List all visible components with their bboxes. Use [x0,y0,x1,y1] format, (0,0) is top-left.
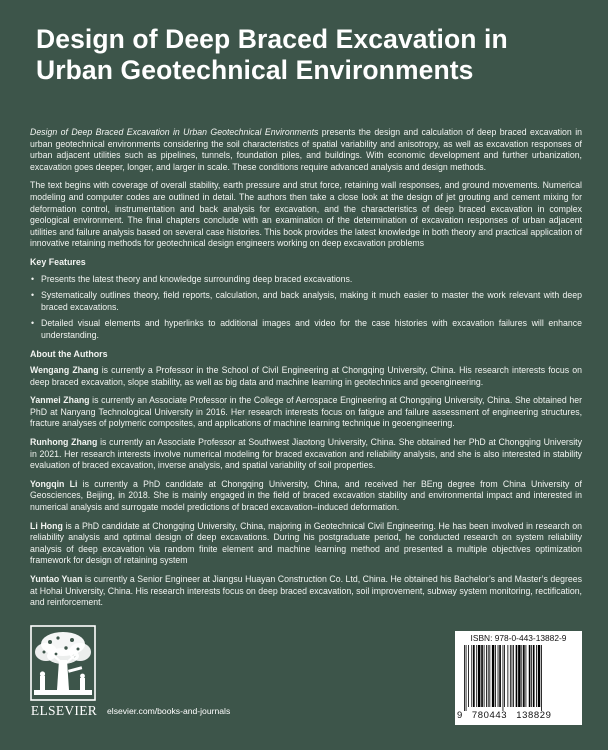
feature-item [30,290,582,313]
barcode-bar [489,645,490,707]
author-bio-text: is currently a PhD candidate at Chongqing University, China, and received her BEng degree from China University of Geosciences, Beijing, in 2018. She is mainly engaged in the field of braced excavation stability and environmental impact and interested in numerical analysis and surrogate model predictions of braced excavation–induced deformation. [30,478,582,513]
author-bio-text: is currently a Senior Engineer at Jiangsu Huayan Construction Co. Ltd, China. He obtained his Bachelor’s and Master’s degrees at Hohai University, China. His research interests focus on deep braced excavation, soil improvement, subway system monitoring, rectification, and reinforcement. [30,574,582,608]
barcode-bar [521,645,522,707]
barcode-bar [492,645,494,707]
barcode-bar [498,645,499,707]
barcode-bar [510,645,511,707]
author-name: Wengang Zhang [30,365,99,376]
barcode-bar [538,645,540,707]
bullet-icon: • [31,290,35,301]
barcode-bar [488,645,489,707]
barcode-bar [471,645,472,707]
feature-text: Presents the latest theory and knowledge surrounding deep braced excavations. [41,273,353,284]
description-italic-title: Design of Deep Braced Excavation in Urban Geotechnical Environments [30,127,319,137]
author-name: Yanmei Zhang [30,395,90,406]
barcode-bar [512,645,513,707]
publisher-name: ELSEVIER [30,703,98,718]
author-name: Yongqin Li [30,478,78,489]
barcode-bar [476,645,477,707]
back-cover-body [30,127,582,616]
feature-text: Detailed visual elements and hyperlinks to additional images and video for the case histories with excavation failures will enhance understanding. [41,318,582,340]
barcode-bar [484,645,485,707]
author-name: Runhong Zhang [30,437,98,448]
author-bio-text: is currently a Professor in the School of Civil Engineering at Chongqing University, China. His research interests focus on deep braced excavation, slope stability, as well as big data and machine learning in geotechnics and geoengineering. [30,365,582,387]
feature-item [30,318,582,341]
author-bio [30,395,582,430]
barcode-bar [531,645,532,707]
description-paragraph-2: The text begins with coverage of overall stability, earth pressure and strut force, retaining wall responses, and ground movements. Numerical modeling and computer codes are outlined in detail. The authors then take a close look at the design of jet grouting and cement mixing for deformation control, instrumentation and back analysis for excavation, and the characteristics of deep braced excavation in complex geological environment. The final chapters conclude with an examination of the determination of excavation responses of urban adjacent utilities and failure analysis based on several case histories. This book provides the latest knowledge in both theory and practical application of innovative retaining methods for geotechnical design engineers working on deep excavation problems [30,180,582,249]
ean-first-digit: 9 [457,710,463,721]
barcode-bar [468,645,469,707]
barcode-bar [536,645,537,707]
barcode-bar [529,645,531,707]
isbn-barcode [455,631,582,725]
barcode-bar [486,645,487,707]
author-name: Li Hong [30,520,63,531]
barcode-bar [507,645,508,707]
feature-text: Systematically outlines theory, field reports, calculation, and back analysis, making it much easier to master the work relevant with deep braced excavations. [41,290,582,312]
barcode-bar [513,645,514,707]
barcode-bar [495,645,496,707]
key-features-list [30,274,582,342]
description-paragraph-1 [30,127,582,173]
barcode-bar [533,645,535,707]
about-authors-heading: About the Authors [30,348,108,359]
author-bio [30,479,582,514]
author-bio [30,365,582,388]
feature-item [30,274,582,286]
barcode-bar [516,645,518,707]
author-bio-text: is currently an Associate Professor at Southwest Jiaotong University, China. She obtained her PhD at Chongqing University in 2021. Her research interests involve numerical modeling for braced excavation and reliability analysis, and she is also interested in stability evaluation of braced excavation, inverse analysis, and spatial variability of soil properties. [30,437,582,471]
key-features-heading: Key Features [30,256,86,267]
author-name: Yuntao Yuan [30,574,83,584]
barcode-bar [523,645,525,707]
author-bio-text: is currently an Associate Professor in the College of Aerospace Engineering at Chongqing University, China. She obtained her PhD at Nanyang Technological University in 2016. Her research interests focus on fatigue and failure assessment of engineering structures, fracture analyses of polymeric composites, and applications of machine learning technique in geoengineering. [30,395,582,429]
isbn-number: ISBN: 978-0-443-13882-9 [470,633,567,643]
barcode-bar [466,645,467,711]
ean-left-group: 780443 [471,710,508,721]
author-bio [30,574,582,609]
elsevier-logo [28,624,98,722]
bullet-icon: • [31,273,35,284]
barcode-bar [473,645,475,707]
description-text: presents the design and calculation of deep braced excavation in urban geotechnical environments considering the soil characteristics of spatial variability and anisotropy, as well as excavation responses of urban adjacent utilities such as pipelines, tunnels, foundation piles, and buildings. With economic development and further urbanization, excavation goes deeper, longer, and larger in scale. These conditions require advanced analysis and design methods. [30,127,582,172]
barcode-icon [464,645,573,711]
book-title: Design of Deep Braced Excavation in Urban Geotechnical Environments [36,24,508,85]
barcode-bar [478,645,480,707]
publisher-website-link[interactable]: elsevier.com/books-and-journals [107,706,231,716]
bullet-icon: • [31,318,35,329]
ean-right-group: 138829 [516,710,552,721]
author-bio [30,437,582,472]
barcode-bar [481,645,483,707]
barcode-bar [526,645,527,707]
barcode-bar [518,645,520,707]
barcode-bar [541,645,542,711]
author-bio [30,521,582,567]
ean-digits [455,710,584,721]
author-bio-text: is a PhD candidate at Chongqing University, China, majoring in Geotechnical Civil Engineering. He has been involved in research on reliability analysis and optimal design of deep excavations. During his postgraduate period, he conducted research on system reliability analysis of deep excavation via random finite element and machine learning method and presented a multiple objectives optimization framework for design of retaining system [30,520,583,566]
barcode-bar [499,645,501,707]
barcode-bar [504,645,505,707]
barcode-bar [503,645,504,711]
barcode-bar [464,645,465,711]
